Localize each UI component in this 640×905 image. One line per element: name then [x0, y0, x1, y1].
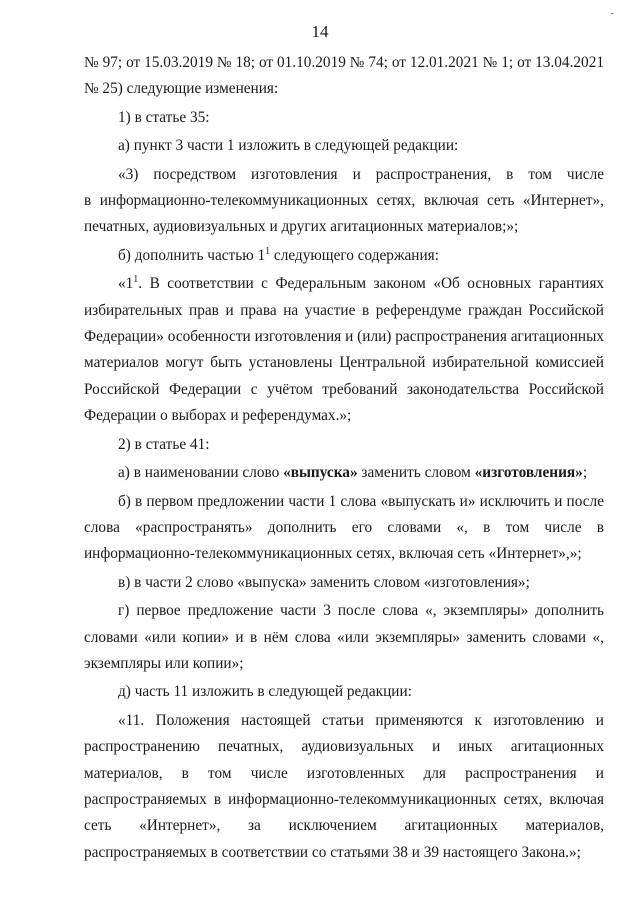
article-35-heading: 1) в статье 35:: [118, 108, 210, 126]
item-a-bold-1: «выпуска»: [283, 464, 358, 482]
quote-point-3-line-2: в информационно-телекоммуникационных сетях, включая сеть «Интернет»,: [84, 192, 604, 210]
page-number: 14: [311, 22, 329, 41]
article-41-item-v: в) в части 2 слово «выпуска» заменить словом «изготовления»;: [118, 573, 530, 591]
article-41-item-a: [84, 460, 604, 486]
quote-point-3-line-1: «3) посредством изготовления и распространения, в том числе: [118, 165, 604, 183]
quote-part-superscript: 1: [133, 274, 139, 286]
item-a-bold-2: «изготовления»: [474, 464, 583, 482]
quote-part-open: «1: [118, 275, 134, 293]
intro-line-1: № 97; от 15.03.2019 № 18; от 01.10.2019 № 74; от 12.01.2021 № 1; от 13.04.2021: [84, 54, 604, 71]
quote-part-text: . В соответствии с Федеральным законом «Об основных гарантиях избирательных прав и права на участие в референдуме граждан Российской Федерации» особенности изготовления и (или) распространения агитационных материалов могут быть установлены Центральной избирательной комиссией Российской Федерации с учётом требований законодательства Российской Федерации о выборах и референдумах.»;: [84, 275, 604, 425]
intro-line-2: № 25) следующие изменения:: [84, 80, 279, 98]
document-body: [84, 50, 604, 866]
quote-part-11: «11. Положения настоящей статьи применяются к изготовлению и распространению печатных, аудиовизуальных и иных агитационных материалов, в том числе изготовленных для распространения и распространяемых в информационно-телекоммуникационных сетях, включая сеть «Интернет», за исключением агитационных материалов, распространяемых в соответствии со статьями 38 и 39 настоящего Закона.»;: [84, 711, 604, 861]
article-41-item-b: б) в первом предложении части 1 слова «выпускать и» исключить и после слова «распространять» дополнить его словами «, в том числе в информационно-телекоммуникационных сетях, включая сеть «Интернет»,»;: [84, 492, 604, 563]
scan-mark: -: [610, 8, 614, 19]
article-41-item-d: д) часть 11 изложить в следующей редакции:: [118, 683, 412, 701]
item-a-text-3: ;: [582, 464, 588, 482]
item-b-text-pre: б) дополнить частью 1: [118, 246, 266, 264]
quote-point-3-line-3: печатных, аудиовизуальных и других агитационных материалов;»;: [84, 218, 519, 236]
item-b-text-post: следующего содержания:: [270, 246, 439, 264]
item-a-text-1: а) в наименовании слово: [118, 464, 284, 482]
item-a-text-2: заменить словом: [357, 464, 475, 482]
quote-part-1-1: [84, 271, 604, 429]
article-41-heading: 2) в статье 41:: [118, 435, 210, 453]
article-41-item-g: г) первое предложение части 3 после слова «, экземпляры» дополнить словами «или копии» и в нём слова «или экземпляры» заменить словами «, экземпляры или копии»;: [84, 602, 604, 672]
article-35-item-b: [84, 243, 604, 269]
article-35-item-a: а) пункт 3 части 1 изложить в следующей редакции:: [118, 137, 459, 155]
item-b-superscript: 1: [265, 245, 271, 257]
